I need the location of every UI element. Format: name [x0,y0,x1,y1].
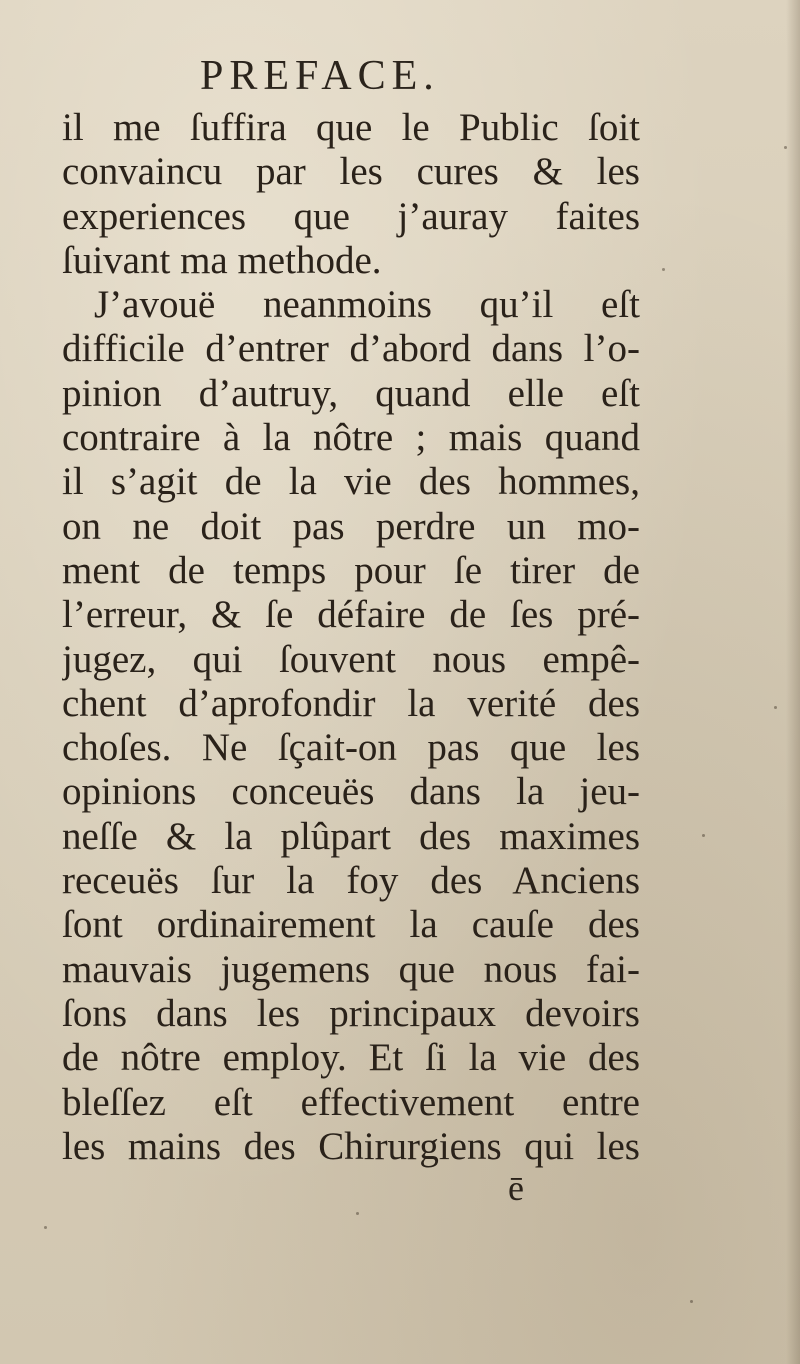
paper-speck [662,268,665,271]
text-line: ſons dans les principaux devoirs [62,991,640,1035]
text-line: J’avouë neanmoins qu’il eſt [94,283,640,327]
text-line: opinions conceuës dans la jeu- [62,770,640,814]
paper-speck [774,706,777,709]
text-line: receuës ſur la foy des Anciens [62,859,640,903]
running-head: PREFACE. [200,53,440,99]
paper-speck [690,1300,693,1303]
text-line: jugez, qui ſouvent nous empê- [62,637,640,681]
text-line: contraire à la nôtre ; mais quand [62,416,640,460]
text-line: il me ſuffira que le Public ſoit [62,106,640,149]
text-line: les mains des Chirurgiens qui les [62,1124,640,1168]
text-line: convaincu par les cures & les [62,150,640,194]
page-gutter-shadow [786,0,800,1364]
text-line: mauvais jugemens que nous fai- [62,947,640,991]
paper-speck [702,834,705,837]
text-line: ſont ordinairement la cauſe des [62,903,640,947]
text-line: chent d’aprofondir la verité des [62,681,640,725]
text-line: difficile d’entrer d’abord dans l’o- [62,327,640,371]
text-line: neſſe & la plûpart des maximes [62,814,640,858]
text-line: experiences que j’auray faites [62,194,640,238]
catchword: ē [508,1168,524,1208]
paper-speck [784,146,787,149]
text-line: choſes. Ne ſçait-on pas que les [62,726,640,770]
text-line: de nôtre employ. Et ſi la vie des [62,1036,640,1080]
text-line: il s’agit de la vie des hommes, [62,460,640,504]
paper-speck [44,1226,47,1229]
text-line: pinion d’autruy, quand elle eſt [62,371,640,415]
paper-speck [356,1212,359,1215]
body-text [62,106,640,1169]
text-line: on ne doit pas perdre un mo- [62,504,640,548]
text-line: ſuivant ma methode. [62,238,382,282]
text-line: bleſſez eſt effectivement entre [62,1080,640,1124]
text-line: ment de temps pour ſe tirer de [62,548,640,592]
text-line: l’erreur, & ſe défaire de ſes pré- [62,593,640,637]
